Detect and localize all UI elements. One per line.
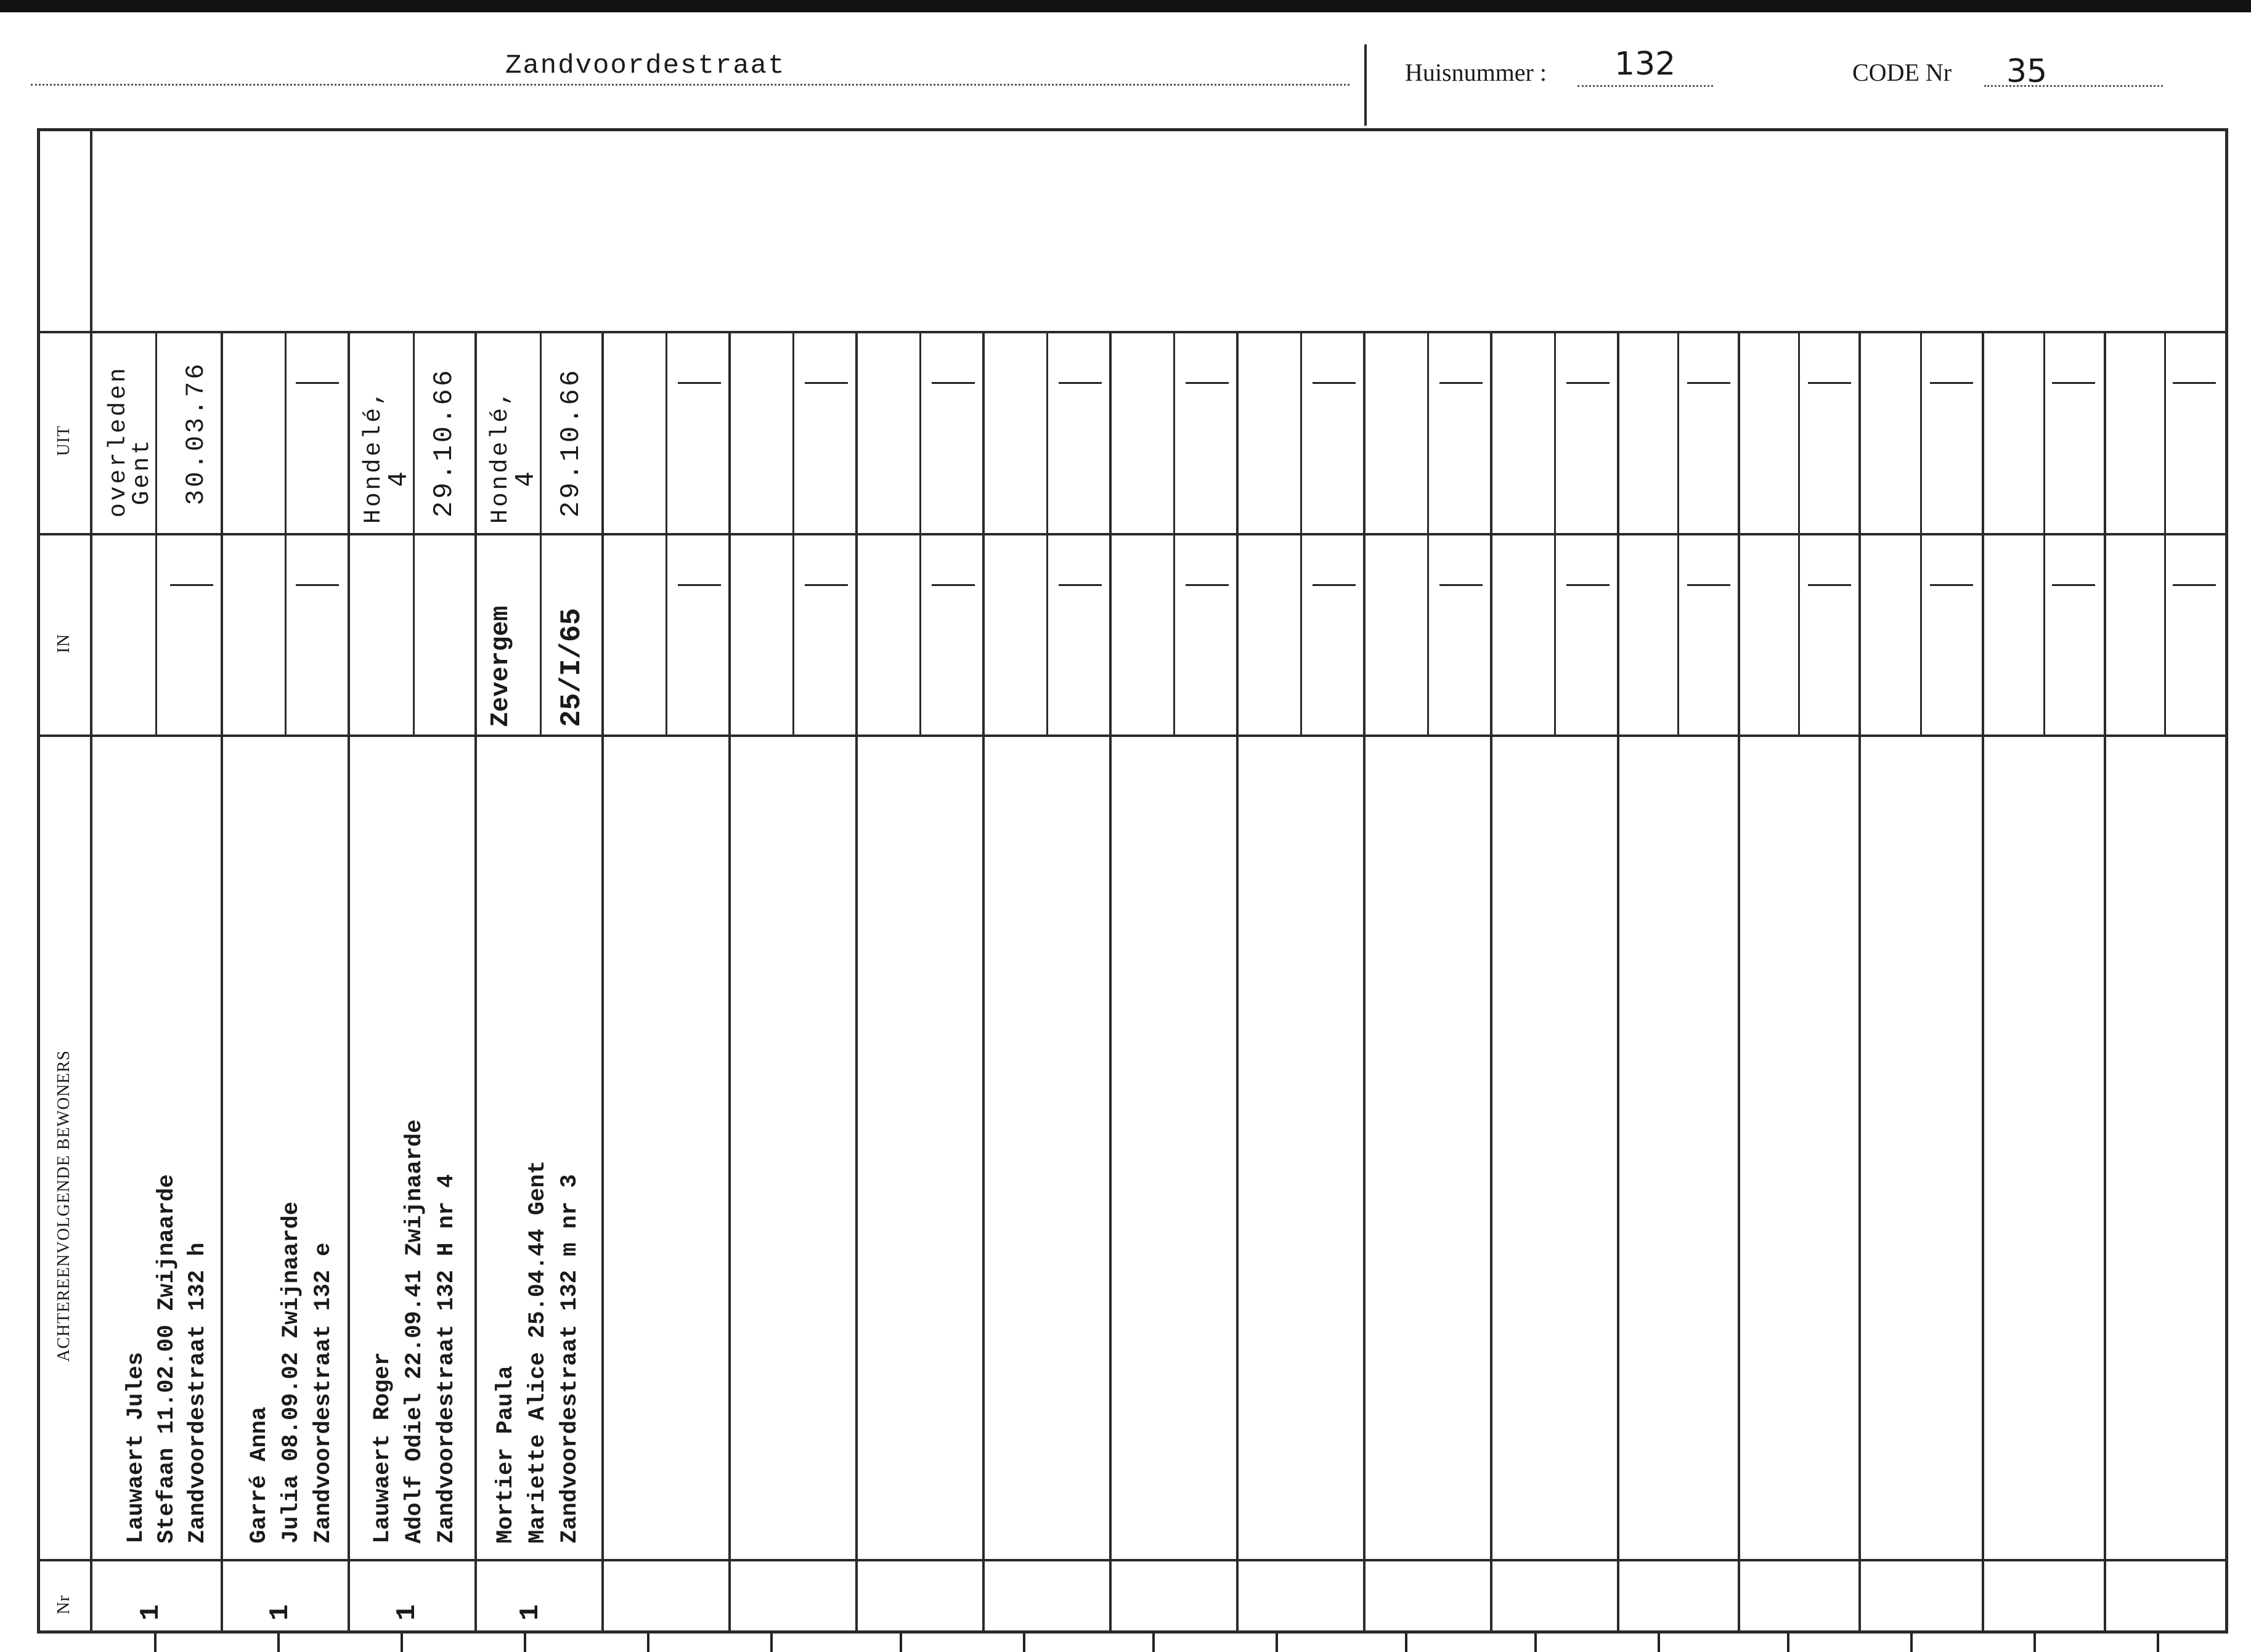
uit-dash [1566, 382, 1610, 384]
row2-bewoner-line2: Julia 08.09.02 Zwijnaarde [279, 1201, 304, 1544]
in-dash [1930, 584, 1973, 586]
bewoners-top-divider [37, 734, 2228, 737]
bewoners-label: ACHTEREENVOLGENDE BEWONERS [54, 1050, 73, 1362]
row4-bewoner-line1: Mortier Paula [493, 1365, 519, 1544]
in-dash [805, 584, 848, 586]
in-dash [1566, 584, 1610, 586]
bottom-tick [1658, 1634, 1660, 1652]
header-divider [1364, 44, 1367, 126]
col-divider-13 [1738, 331, 1740, 1634]
row3-nr: 1 [392, 1604, 423, 1621]
row3-bewoner-line2: Adolf Odiel 22.09.41 Zwijnaarde [402, 1119, 428, 1544]
uit-dash [1439, 382, 1483, 384]
bottom-tick [401, 1634, 403, 1652]
uit-dash [1808, 382, 1851, 384]
half-divider-6 [792, 331, 794, 735]
row3-uit-place: Hondelé, [360, 388, 387, 524]
half-divider-11 [1427, 331, 1429, 735]
in-dash [2052, 584, 2095, 586]
bottom-tick [2033, 1634, 2036, 1652]
huisnummer-label: Huisnummer : [1405, 59, 1547, 86]
row3-uit-place2: 4 [385, 469, 412, 487]
row4-in-place: Zevergem [487, 606, 515, 727]
half-divider-17 [2164, 331, 2166, 735]
nr-top-divider [37, 1559, 2228, 1561]
col-divider-9 [1236, 331, 1239, 1634]
uit-dash [2052, 382, 2095, 384]
uit-dash [1687, 382, 1730, 384]
uit-dash [296, 382, 339, 384]
label-column-divider [90, 128, 92, 1634]
row3-bewoner-line3: Zandvoordestraat 132 H nr 4 [434, 1174, 460, 1544]
huisnummer-value: 132 [1614, 46, 1676, 83]
in-dash [932, 584, 975, 586]
col-divider-6 [855, 331, 858, 1634]
uit-top-divider [37, 331, 2228, 333]
col-divider-10 [1363, 331, 1366, 1634]
row1-bewoner-line3: Zandvoordestraat 132 h [185, 1242, 211, 1544]
top-border [0, 0, 2251, 12]
half-divider-10 [1300, 331, 1302, 735]
table-right-border [2225, 128, 2228, 1634]
col-divider-8 [1109, 331, 1112, 1634]
uit-dash [2173, 382, 2216, 384]
in-dash [1808, 584, 1851, 586]
row4-uit-date: 29.10.66 [556, 367, 587, 518]
table-bottom-border [37, 1630, 2228, 1634]
half-divider-9 [1173, 331, 1175, 735]
col-divider-12 [1617, 331, 1619, 1634]
col-divider-7 [982, 331, 985, 1634]
nr-label: Nr [54, 1595, 73, 1614]
bottom-tick [1276, 1634, 1278, 1652]
half-divider-7 [919, 331, 921, 735]
table-top-border [37, 128, 2228, 131]
row1-uit-place2: Gent [128, 437, 155, 505]
uit-dash [1186, 382, 1229, 384]
bottom-tick [2157, 1634, 2159, 1652]
bottom-tick [1910, 1634, 1913, 1652]
half-divider-14 [1798, 331, 1800, 735]
col-divider-3 [474, 331, 477, 1634]
bottom-tick [1023, 1634, 1025, 1652]
row2-bewoner-line1: Garré Anna [246, 1406, 272, 1544]
in-dash [2173, 584, 2216, 586]
in-dash [1313, 584, 1356, 586]
uit-dash [678, 382, 721, 384]
half-divider-5 [666, 331, 667, 735]
bottom-tick [900, 1634, 902, 1652]
row4-uit-place: Hondelé, [487, 388, 514, 524]
in-dash [170, 584, 213, 586]
row1-uit-date: 30.03.76 [181, 361, 211, 505]
half-divider-3 [413, 331, 415, 735]
row2-nr: 1 [265, 1604, 296, 1621]
row4-bewoner-line3: Zandvoordestraat 132 m nr 3 [557, 1174, 583, 1544]
in-label: IN [54, 633, 73, 653]
row2-bewoner-line3: Zandvoordestraat 132 e [311, 1242, 336, 1544]
table-left-border [37, 128, 40, 1634]
col-divider-1 [221, 331, 223, 1634]
row3-bewoner-line1: Lauwaert Roger [370, 1352, 396, 1544]
col-divider-4 [601, 331, 604, 1634]
in-dash [1439, 584, 1483, 586]
row1-nr: 1 [136, 1604, 166, 1621]
col-divider-2 [348, 331, 350, 1634]
bottom-tick [1405, 1634, 1407, 1652]
half-divider-15 [1920, 331, 1922, 735]
uit-dash [1930, 382, 1973, 384]
in-dash [1687, 584, 1730, 586]
col-divider-15 [1982, 331, 1984, 1634]
row1-bewoner-line1: Lauwaert Jules [123, 1352, 149, 1544]
in-dash [296, 584, 339, 586]
bottom-tick [647, 1634, 649, 1652]
uit-label: UIT [54, 425, 73, 456]
uit-dash [1059, 382, 1102, 384]
uit-dash [805, 382, 848, 384]
in-dash [1059, 584, 1102, 586]
row4-bewoner-line2: Mariette Alice 25.04.44 Gent [525, 1160, 551, 1544]
row4-in-date: 25/I/65 [556, 608, 588, 727]
in-dash [1186, 584, 1229, 586]
col-divider-14 [1858, 331, 1861, 1634]
code-label: CODE Nr [1852, 59, 1952, 86]
uit-dash [932, 382, 975, 384]
row3-uit-date: 29.10.66 [429, 367, 460, 518]
half-divider-16 [2043, 331, 2045, 735]
bottom-tick [1787, 1634, 1789, 1652]
in-top-divider [37, 533, 2228, 535]
bottom-tick [154, 1634, 157, 1652]
col-divider-16 [2104, 331, 2106, 1634]
huisnummer-dotline [1577, 85, 1713, 87]
row4-nr: 1 [515, 1604, 546, 1621]
half-divider-2 [285, 331, 287, 735]
half-divider-1 [155, 331, 157, 735]
half-divider-4 [540, 331, 542, 735]
col-divider-11 [1490, 331, 1492, 1634]
half-divider-13 [1677, 331, 1679, 735]
street-dotline [31, 84, 1349, 86]
bottom-tick [524, 1634, 526, 1652]
row4-uit-place2: 4 [511, 469, 539, 487]
bottom-tick [770, 1634, 773, 1652]
bottom-tick [1152, 1634, 1155, 1652]
uit-dash [1313, 382, 1356, 384]
row1-uit-place: overleden [105, 365, 132, 518]
bottom-tick [1534, 1634, 1537, 1652]
code-value: 35 [2006, 53, 2048, 90]
row1-bewoner-line2: Stefaan 11.02.00 Zwijnaarde [154, 1174, 180, 1544]
street-name: Zandvoordestraat [505, 51, 786, 81]
col-divider-5 [728, 331, 731, 1634]
half-divider-12 [1554, 331, 1556, 735]
half-divider-8 [1046, 331, 1048, 735]
bottom-tick [277, 1634, 280, 1652]
in-dash [678, 584, 721, 586]
